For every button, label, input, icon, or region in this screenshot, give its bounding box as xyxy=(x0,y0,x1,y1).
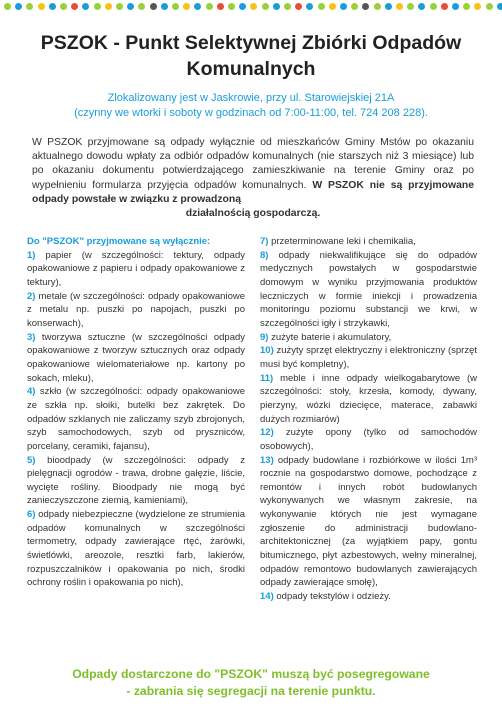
decorative-dot xyxy=(105,3,112,10)
decorative-dot xyxy=(94,3,101,10)
footer-line-2: - zabrania się segregacji na terenie punktu. xyxy=(126,684,376,698)
decorative-dot xyxy=(452,3,459,10)
decorative-dot xyxy=(407,3,414,10)
list-item xyxy=(260,372,477,427)
list-item-text: papier (w szczególności: tektury, odpady opakowaniowe z papieru i odpady opakowaniowe z tektury), xyxy=(27,249,245,288)
decorative-dot xyxy=(374,3,381,10)
list-item-text: zużyte baterie i akumulatory, xyxy=(271,331,392,343)
list-item xyxy=(260,249,477,331)
decorative-dot xyxy=(273,3,280,10)
list-item-number: 11) xyxy=(260,372,274,384)
accepted-list-right xyxy=(260,235,477,604)
list-item-text: tworzywa sztuczne (w szczególności odpady opakowaniowe z tworzyw sztucznych oraz odpady opakowaniowe wielomateriałowe np. kartony po sokach, mleku), xyxy=(27,331,246,384)
decorative-dot xyxy=(138,3,145,10)
list-item xyxy=(27,454,245,509)
decorative-dot xyxy=(396,3,403,10)
list-item-text: zużyte opony (tylko od samochodów osobowych), xyxy=(260,427,477,452)
list-item xyxy=(27,249,245,290)
decorative-dot xyxy=(295,3,302,10)
decorative-dot xyxy=(38,3,45,10)
list-item-number: 9) xyxy=(260,331,269,343)
intro-text: W PSZOK przyjmowane są odpady wyłącznie od mieszkańców Gminy Mstów po okazaniu aktualnego dowodu wpłaty za odbiór odpadów komunalnych (nie starszych niż 3 miesiące) lub po okazaniu dokumentu potwierdzającego zamieszkiwanie na terenie Gminy oraz po wypełnieniu formularza przyjęcia odpadów komunalnych. xyxy=(32,137,474,191)
decorative-dot xyxy=(474,3,481,10)
decorative-dot xyxy=(127,3,134,10)
decorative-dot xyxy=(183,3,190,10)
list-item-number: 8) xyxy=(260,249,269,261)
list-item-number: 5) xyxy=(27,454,36,466)
decorative-dot xyxy=(150,3,157,10)
list-item-number: 6) xyxy=(27,509,36,521)
list-item-text: przeterminowane leki i chemikalia, xyxy=(271,236,416,247)
decorative-dot xyxy=(430,3,437,10)
list-heading: Do "PSZOK" przyjmowane są wyłącznie: xyxy=(27,236,211,247)
decorative-dot xyxy=(385,3,392,10)
decorative-dot xyxy=(329,3,336,10)
decorative-dot xyxy=(71,3,78,10)
footer-line-1: Odpady dostarczone do "PSZOK" muszą być posegregowane xyxy=(72,667,430,681)
location-text: Zlokalizowany jest w Jaskrowie, przy ul. Starowiejskiej 21A xyxy=(107,92,395,104)
list-item-number: 3) xyxy=(27,331,36,343)
list-item xyxy=(27,290,245,331)
decorative-dot xyxy=(82,3,89,10)
list-item xyxy=(27,385,245,453)
intro-bold-notice: W PSZOK nie są przyjmowane odpady powstałe w związku z prowadzoną xyxy=(32,179,475,205)
decorative-dot xyxy=(486,3,493,10)
decorative-dot xyxy=(250,3,257,10)
list-item-text: odpady tekstylów i odzieży. xyxy=(276,591,391,603)
list-item-text: szkło (w szczególności: odpady opakowaniowe ze szkła np. słoiki, butelki bez zakrętek. Do odpadów szklanych nie zaliczamy szyb zbrojonych, szyb samochodowych, szyb od pryszniców, porcelany, ceramiki, fajansu), xyxy=(27,386,245,452)
list-item-text: odpady niebezpieczne (wydzielone ze strumienia odpadów komunalnych w szczególności termometry, odpady zawierające rtęć, żarówki, świetlówki, areozole, resztki farb, lakierów, rozpuszczalników i opakowania po nich, środki ochrony roślin i opakowania po nich), xyxy=(27,509,246,589)
decorative-dot xyxy=(306,3,313,10)
decorative-dot xyxy=(441,3,448,10)
list-item-text: zużyty sprzęt elektryczny i elektroniczny (sprzęt musi być kompletny), xyxy=(260,345,478,370)
list-item xyxy=(260,590,477,604)
list-item-text: metale (w szczególności: odpady opakowaniowe z metalu np. puszki po napojach, puszki po konserwach), xyxy=(27,290,246,329)
page-title: PSZOK - Punkt Selektywnej Zbiórki Odpadów Komunalnych xyxy=(40,32,462,80)
decorative-dots-top xyxy=(0,1,502,13)
intro-paragraph xyxy=(32,136,474,221)
decorative-dot xyxy=(161,3,168,10)
decorative-dot xyxy=(194,3,201,10)
location-info xyxy=(20,91,482,121)
decorative-dot xyxy=(4,3,11,10)
list-item xyxy=(260,331,477,345)
list-item xyxy=(260,454,477,591)
decorative-dot xyxy=(340,3,347,10)
list-item-text: odpady niekwalifikujące się do odpadów medycznych powstałych w gospodarstwie domowym w wyniku przyjmowania produktów leczniczych w formie iniekcji i prowadzenia monitoringu poziomu substancji we krwi, w szczególności igły i strzykawki, xyxy=(260,249,477,329)
decorative-dot xyxy=(239,3,246,10)
list-item-number: 12) xyxy=(260,427,274,439)
list-item-text: meble i inne odpady wielkogabarytowe (w szczególności: stoły, krzesła, komody, dywany, pierzyny, wózki dziecięce, materace, zabawki dużych rozmiarów) xyxy=(260,372,477,425)
decorative-dot xyxy=(262,3,269,10)
decorative-dot xyxy=(351,3,358,10)
decorative-dot xyxy=(362,3,369,10)
decorative-dot xyxy=(116,3,123,10)
accepted-list-left xyxy=(27,235,245,590)
list-item-number: 13) xyxy=(260,454,274,466)
decorative-dot xyxy=(228,3,235,10)
opening-hours: (czynny we wtorki i soboty w godzinach od 7:00-11:00, tel. 724 208 228). xyxy=(74,107,428,119)
list-item-number: 2) xyxy=(27,290,36,302)
list-item-number: 10) xyxy=(260,345,274,357)
list-item-number: 1) xyxy=(27,249,36,261)
decorative-dot xyxy=(60,3,67,10)
decorative-dot xyxy=(49,3,56,10)
decorative-dot xyxy=(463,3,470,10)
list-item-text: odpady budowlane i rozbiórkowe w ilości 1m³ rocznie na gospodarstwo domowe, pochodzące z remontów i innych robót budowlanych wykonywanych we własnym zakresie, na wykonywanie których nie jest wymagane zgłoszenie do administracji budowlano-architektonicznej (za wyjątkiem papy, gontu bitumicznego, płyt azbestowych, wełny mineralnej, odpadów remontowo budowlanych zawierających odpady zawierające smołę), xyxy=(260,454,478,589)
decorative-dot xyxy=(172,3,179,10)
decorative-dot xyxy=(217,3,224,10)
decorative-dot xyxy=(206,3,213,10)
list-item xyxy=(27,331,245,386)
list-item-text: bioodpady (w szczególności: odpady z pielęgnacji ogrodów - trawa, drobne gałęzie, liście, wycięte rośliny. Bioodpady nie mogą być zanieczyszczone ziemią, kamieniami), xyxy=(27,454,246,507)
intro-bold-notice-end: działalnością gospodarczą. xyxy=(185,208,321,220)
decorative-dot xyxy=(26,3,33,10)
list-item xyxy=(260,344,477,371)
decorative-dot xyxy=(284,3,291,10)
list-item xyxy=(260,235,477,249)
decorative-dot xyxy=(15,3,22,10)
list-item-number: 4) xyxy=(27,386,36,398)
list-item xyxy=(27,508,245,590)
list-item xyxy=(260,426,477,453)
footer-notice xyxy=(20,666,482,700)
list-item-number: 14) xyxy=(260,591,274,603)
decorative-dot xyxy=(318,3,325,10)
list-item-number: 7) xyxy=(260,236,269,247)
decorative-dot xyxy=(497,3,502,10)
decorative-dot xyxy=(418,3,425,10)
